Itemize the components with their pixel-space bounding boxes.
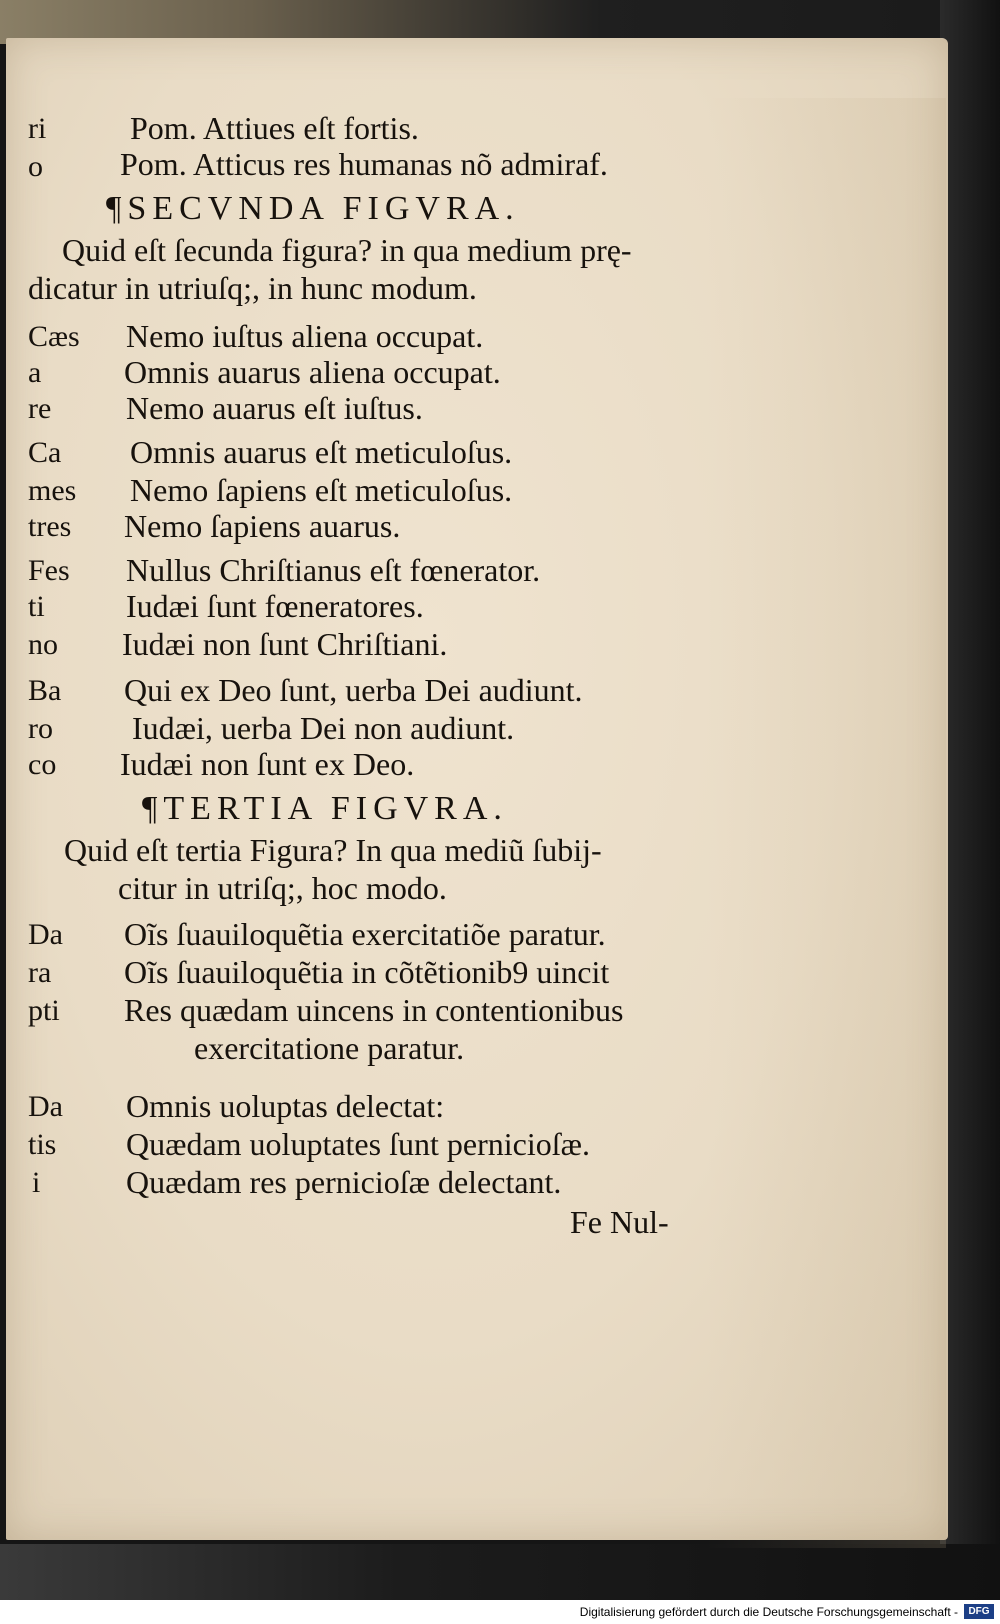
margin-label: o — [28, 150, 43, 183]
margin-label: ro — [28, 712, 53, 745]
margin-label: re — [28, 392, 52, 425]
text-line: Nemo ſapiens auarus. — [124, 508, 401, 544]
scan-right-edge — [940, 0, 1000, 1600]
pilcrow-icon: ¶ — [142, 790, 164, 827]
text-line: Pom. Atticus res humanas nõ admiraf. — [120, 146, 608, 182]
text-line: Omnis uoluptas delectat: — [126, 1088, 445, 1124]
margin-label: Ca — [28, 436, 62, 469]
book-page — [6, 38, 948, 1540]
margin-label: i — [32, 1166, 41, 1199]
question-line: Quid eſt tertia Figura? In qua mediũ ſubij- — [64, 832, 602, 868]
text-line: Iudæi non ſunt ex Deo. — [120, 746, 415, 782]
text-line: Omnis auarus aliena occupat. — [124, 354, 501, 390]
section-heading: ¶SECVNDA FIGVRA. — [106, 190, 520, 227]
margin-label: Fes — [28, 554, 70, 587]
text-line: Nemo ſapiens eſt meticuloſus. — [130, 472, 513, 508]
catchword: Fe Nul- — [570, 1204, 669, 1240]
scan-bottom-edge — [0, 1544, 1000, 1600]
text-line: Quædam uoluptates ſunt pernicioſæ. — [126, 1126, 590, 1162]
margin-label: Ba — [28, 674, 62, 707]
footer-credit: Digitalisierung gefördert durch die Deutsche Forschungsgemeinschaft - — [579, 1605, 958, 1619]
margin-label: no — [28, 628, 58, 661]
text-line: Res quædam uincens in contentionibus — [124, 992, 624, 1028]
dfg-logo-icon: DFG — [964, 1604, 994, 1619]
margin-label: ri — [28, 112, 47, 145]
text-line: exercitatione paratur. — [194, 1030, 465, 1066]
margin-label: co — [28, 748, 57, 781]
margin-label: ti — [28, 590, 45, 623]
text-line: Nemo auarus eſt iuſtus. — [126, 390, 423, 426]
question-line: Quid eſt ſecunda figura? in qua medium prę- — [62, 232, 632, 268]
margin-label: pti — [28, 994, 60, 1027]
text-line: Pom. Attiues eſt fortis. — [130, 110, 419, 146]
question-line: dicatur in utriuſq;, in hunc modum. — [28, 270, 477, 306]
margin-label: Cæs — [28, 320, 80, 353]
text-line: Iudæi non ſunt Chriſtiani. — [122, 626, 448, 662]
margin-label: Da — [28, 1090, 63, 1123]
text-line: Iudæi ſunt fœneratores. — [126, 588, 424, 624]
text-line: Quædam res pernicioſæ delectant. — [126, 1164, 562, 1200]
text-line: Oĩs ſuauiloquẽtia in cõtẽtionib9 uincit — [124, 954, 610, 990]
digitization-footer — [0, 1600, 1000, 1624]
margin-label: Da — [28, 918, 63, 951]
pilcrow-icon: ¶ — [106, 190, 128, 227]
question-line: citur in utriſq;, hoc modo. — [118, 870, 447, 906]
margin-label: mes — [28, 474, 77, 507]
text-line: Nemo iuſtus aliena occupat. — [126, 318, 484, 354]
margin-label: a — [28, 356, 42, 389]
page-stain — [706, 98, 946, 1548]
section-heading: ¶TERTIA FIGVRA. — [142, 790, 508, 827]
margin-label: tis — [28, 1128, 57, 1161]
text-line: Nullus Chriſtianus eſt fœnerator. — [126, 552, 541, 588]
margin-label: ra — [28, 956, 52, 989]
text-line: Iudæi, uerba Dei non audiunt. — [132, 710, 515, 746]
text-line: Qui ex Deo ſunt, uerba Dei audiunt. — [124, 672, 583, 708]
margin-label: tres — [28, 510, 72, 543]
text-line: Oĩs ſuauiloquẽtia exercitatiõe paratur. — [124, 916, 606, 952]
text-line: Omnis auarus eſt meticuloſus. — [130, 434, 513, 470]
